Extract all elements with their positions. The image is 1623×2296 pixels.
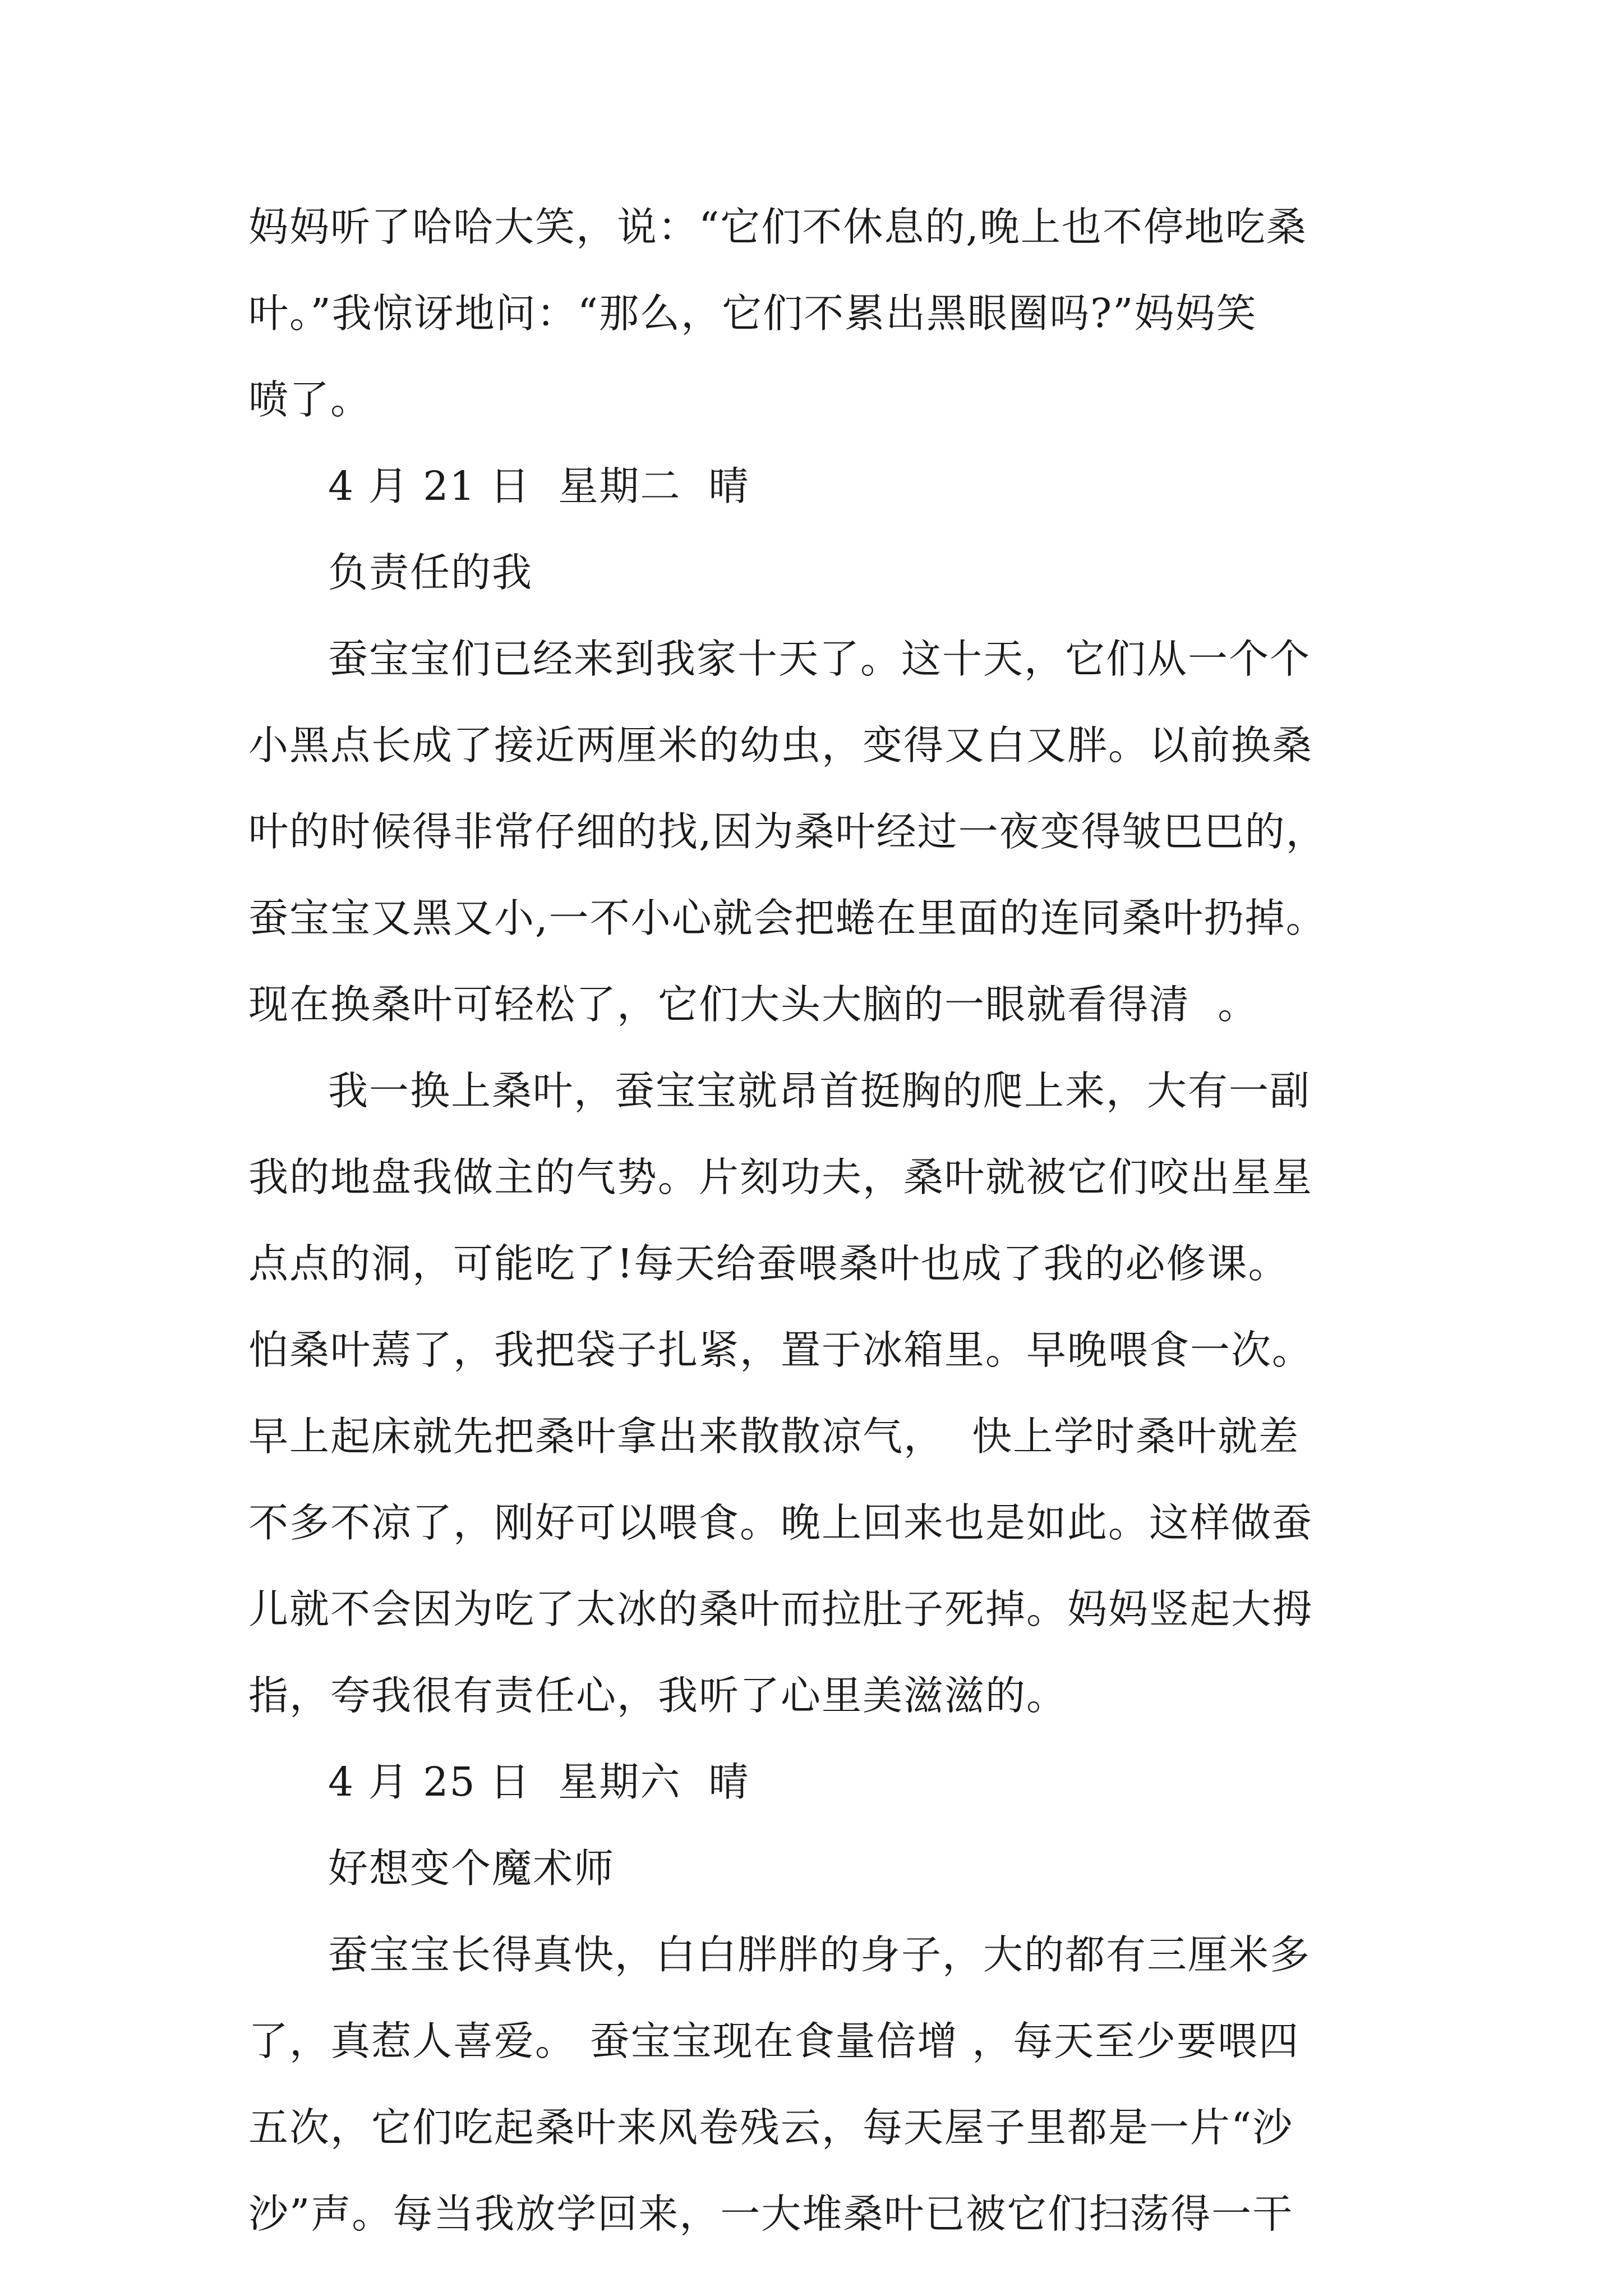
paragraph-line: 蚕宝宝们已经来到我家十天了。这十天，它们从一个个	[328, 636, 1311, 682]
paragraph-line: 五次，它们吃起桑叶来风卷残云，每天屋子里都是一片“沙	[248, 2104, 1294, 2151]
paragraph-line: 指，夸我很有责任心，我听了心里美滋滋的。	[248, 1672, 1068, 1719]
entry-title: 负责任的我	[328, 549, 533, 596]
paragraph-line: 我的地盘我做主的气势。片刻功夫，桑叶就被它们咬出星星	[248, 1154, 1313, 1200]
paragraph-line: 沙”声。每当我放学回来，一大堆桑叶已被它们扫荡得一干	[248, 2191, 1294, 2237]
paragraph-line: 儿就不会因为吃了太冰的桑叶而拉肚子死掉。妈妈竖起大拇	[248, 1586, 1313, 1632]
paragraph-line: 怕桑叶蔫了，我把袋子扎紧，置于冰箱里。早晚喂食一次。	[248, 1327, 1313, 1373]
paragraph-line: 叶。”我惊讶地问：“那么，它们不累出黑眼圈吗?”妈妈笑	[248, 290, 1257, 337]
paragraph-line: 蚕宝宝长得真快，白白胖胖的身子，大的都有三厘米多	[328, 1931, 1311, 1978]
paragraph-line: 点点的洞，可能吃了!每天给蚕喂桑叶也成了我的必修课。	[248, 1240, 1289, 1287]
diary-date: 4 月 25 日 星期六 晴	[328, 1759, 750, 1805]
paragraph-line: 喷了。	[248, 376, 372, 423]
paragraph-line: 蚕宝宝又黑又小,一不小心就会把蜷在里面的连同桑叶扔掉。	[248, 895, 1327, 941]
paragraph-line: 我一换上桑叶，蚕宝宝就昂首挺胸的爬上来，大有一副	[328, 1068, 1311, 1114]
paragraph-line: 了，真惹人喜爱。 蚕宝宝现在食量倍增 ，每天至少要喂四	[248, 2018, 1300, 2064]
diary-date: 4 月 21 日 星期二 晴	[328, 463, 750, 509]
paragraph-line: 不多不凉了，刚好可以喂食。晚上回来也是如此。这样做蚕	[248, 1499, 1313, 1546]
paragraph-line: 叶的时候得非常仔细的找,因为桑叶经过一夜变得皱巴巴的，	[248, 808, 1327, 855]
entry-title: 好想变个魔术师	[328, 1845, 615, 1892]
document-page	[248, 184, 1393, 2257]
paragraph-line: 早上起床就先把桑叶拿出来散散凉气， 快上学时桑叶就差	[248, 1413, 1300, 1460]
paragraph-line: 妈妈听了哈哈大笑，说：“它们不休息的,晚上也不停地吃桑	[248, 204, 1307, 250]
paragraph-line: 小黑点长成了接近两厘米的幼虫，变得又白又胖。以前换桑	[248, 722, 1313, 769]
paragraph-line: 现在换桑叶可轻松了，它们大头大脑的一眼就看得清 。	[248, 981, 1259, 1028]
